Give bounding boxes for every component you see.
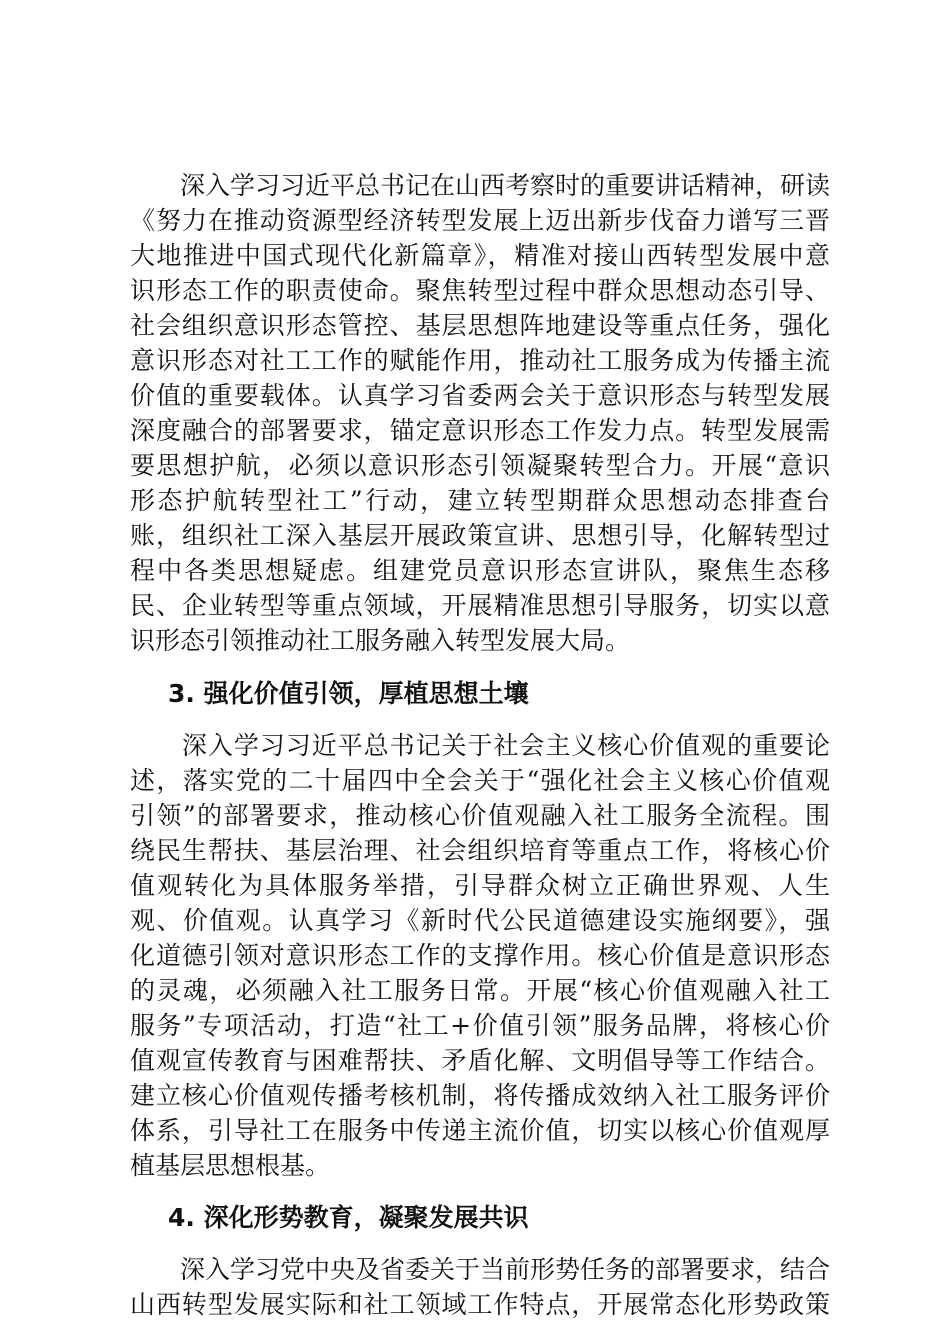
- paragraph-2-line-6: 观、价值观。认真学习《新时代公民道德建设实施纲要》，强: [130, 906, 830, 935]
- paragraph-2-line-5: 值观转化为具体服务举措，引导群众树立正确世界观、人生: [130, 871, 830, 900]
- paragraph-1-line-9: 要思想护航，必须以意识形态引领凝聚转型合力。开展“意识: [130, 451, 830, 480]
- section-heading-4: 4. 深化形势教育，凝聚发展共识: [168, 1203, 529, 1232]
- paragraph-2-line-12: 体系，引导社工在服务中传递主流价值，切实以核心价值观厚: [130, 1116, 830, 1145]
- paragraph-2-line-1: 深入学习习近平总书记关于社会主义核心价值观的重要论: [130, 731, 830, 760]
- paragraph-3-line-2: 山西转型发展实际和社工领域工作特点，开展常态化形势政策: [130, 1290, 830, 1319]
- paragraph-1-line-5: 社会组织意识形态管控、基层思想阵地建设等重点任务，强化: [130, 311, 830, 340]
- paragraph-1-line-6: 意识形态对社工工作的赋能作用，推动社工服务成为传播主流: [130, 346, 830, 375]
- paragraph-1-line-10: 形态护航转型社工”行动，建立转型期群众思想动态排查台: [130, 486, 830, 515]
- paragraph-1-line-1: 深入学习习近平总书记在山西考察时的重要讲话精神，研读: [130, 171, 830, 200]
- paragraph-1-line-3: 大地推进中国式现代化新篇章》，精准对接山西转型发展中意: [130, 241, 830, 270]
- paragraph-1-line-13: 民、企业转型等重点领域，开展精准思想引导服务，切实以意: [130, 591, 830, 620]
- paragraph-1-line-4: 识形态工作的职责使命。聚焦转型过程中群众思想动态引导、: [130, 276, 830, 305]
- paragraph-1-line-2: 《努力在推动资源型经济转型发展上迈出新步伐奋力谱写三晋: [130, 206, 830, 235]
- paragraph-3-line-1: 深入学习党中央及省委关于当前形势任务的部署要求，结合: [130, 1255, 830, 1284]
- section-heading-3: 3. 强化价值引领，厚植思想土壤: [168, 679, 529, 708]
- paragraph-1-line-12: 程中各类思想疑虑。组建党员意识形态宣讲队，聚焦生态移: [130, 556, 830, 585]
- paragraph-2-line-2: 述，落实党的二十届四中全会关于“强化社会主义核心价值观: [130, 766, 830, 795]
- paragraph-2-line-11: 建立核心价值观传播考核机制，将传播成效纳入社工服务评价: [130, 1081, 830, 1110]
- paragraph-2-line-9: 服务”专项活动，打造“社工+价值引领”服务品牌，将核心价: [130, 1011, 830, 1040]
- paragraph-1-line-7: 价值的重要载体。认真学习省委两会关于意识形态与转型发展: [130, 381, 830, 410]
- paragraph-1-line-14: 识形态引领推动社工服务融入转型发展大局。: [130, 626, 631, 655]
- paragraph-2-line-10: 值观宣传教育与困难帮扶、矛盾化解、文明倡导等工作结合。: [130, 1046, 830, 1075]
- paragraph-2-line-13: 植基层思想根基。: [130, 1151, 331, 1180]
- paragraph-2-line-3: 引领”的部署要求，推动核心价值观融入社工服务全流程。围: [130, 801, 830, 830]
- paragraph-2-line-8: 的灵魂，必须融入社工服务日常。开展“核心价值观融入社工: [130, 976, 830, 1005]
- paragraph-2-line-4: 绕民生帮扶、基层治理、社会组织培育等重点工作，将核心价: [130, 836, 830, 865]
- paragraph-1-line-8: 深度融合的部署要求，锚定意识形态工作发力点。转型发展需: [130, 416, 830, 445]
- paragraph-1-line-11: 账，组织社工深入基层开展政策宣讲、思想引导，化解转型过: [130, 521, 830, 550]
- paragraph-2-line-7: 化道德引领对意识形态工作的支撑作用。核心价值是意识形态: [130, 941, 830, 970]
